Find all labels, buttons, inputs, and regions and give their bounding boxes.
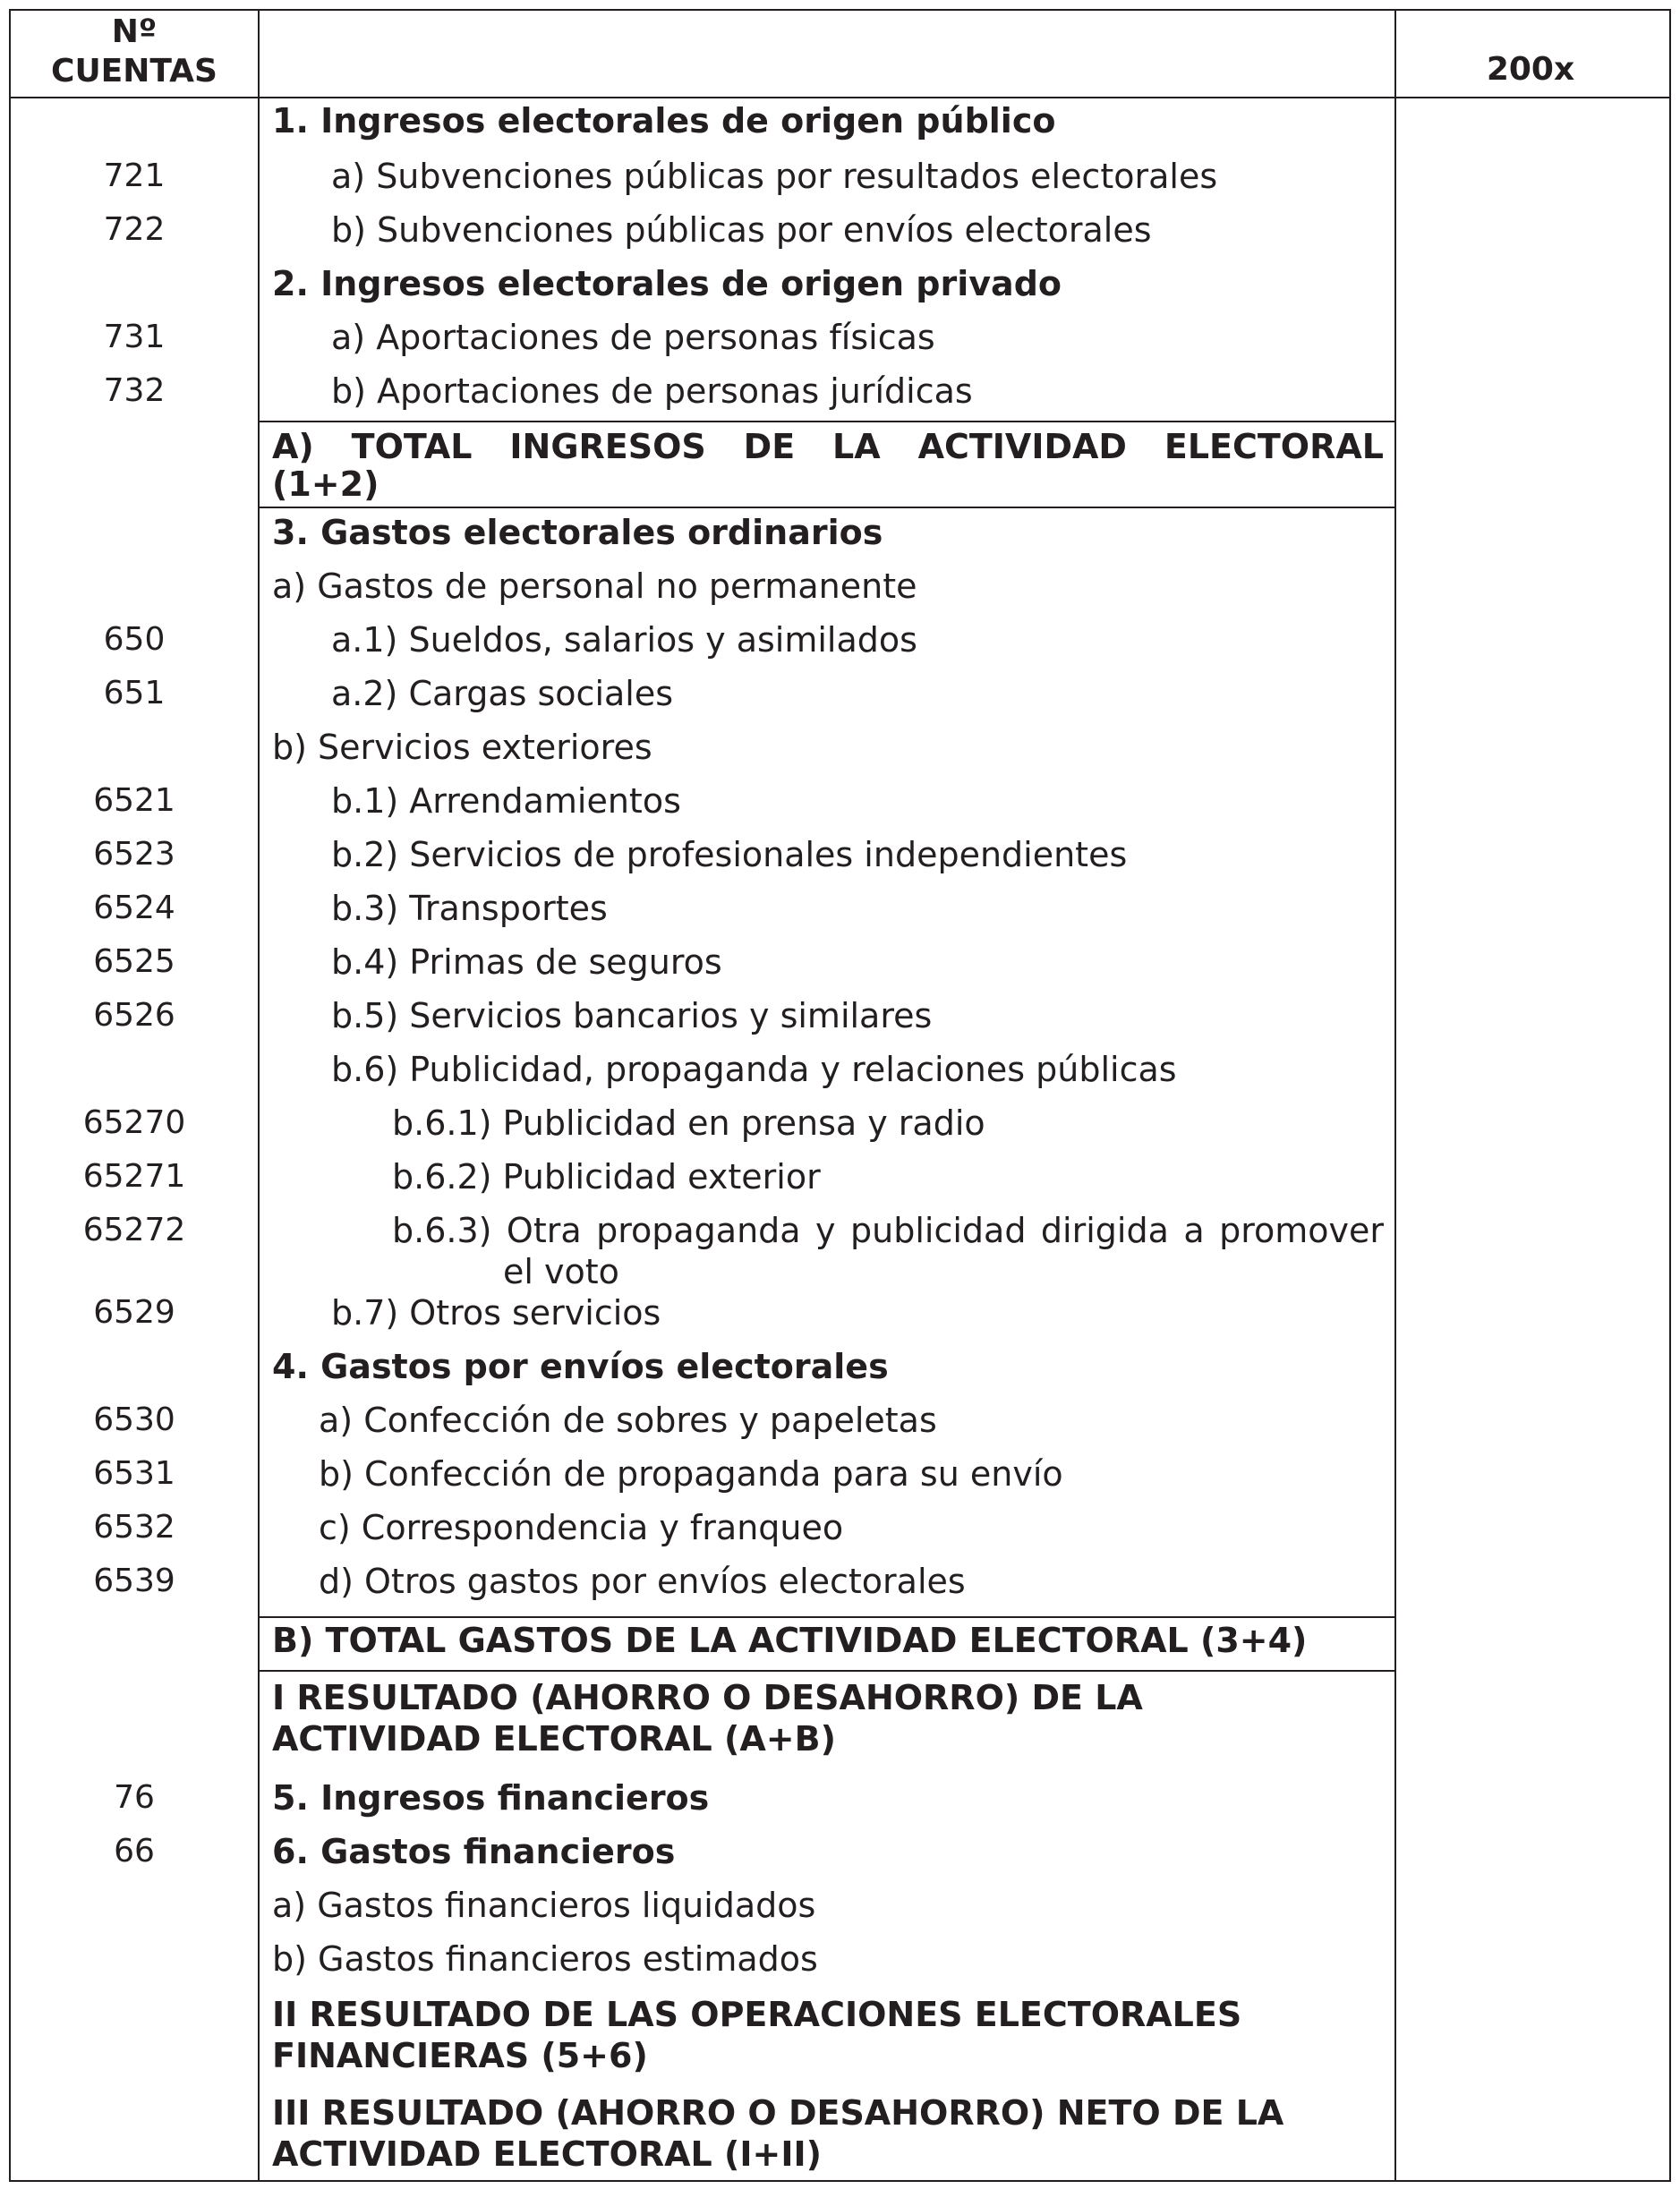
line-item-description: b) Subvenciones públicas por envíos electorales [331, 210, 1152, 250]
line-item-description: d) Otros gastos por envíos electorales [319, 1562, 966, 1601]
account-code: 6524 [93, 890, 175, 926]
account-code: 6530 [93, 1401, 175, 1438]
line-item-description: b.4) Primas de seguros [331, 942, 722, 982]
line-item-description: 4. Gastos por envíos electorales [272, 1347, 889, 1386]
line-item-description: ACTIVIDAD ELECTORAL (I+II) [272, 2134, 822, 2174]
line-item-description: a) Gastos financieros liquidados [272, 1886, 816, 1925]
line-item-description: c) Correspondencia y franqueo [319, 1508, 844, 1547]
account-code: 6526 [93, 997, 175, 1034]
account-code: 6532 [93, 1509, 175, 1546]
line-item-description: a) Subvenciones públicas por resultados electorales [331, 157, 1218, 196]
line-item-description: 3. Gastos electorales ordinarios [272, 513, 883, 552]
line-item-description: 6. Gastos financieros [272, 1832, 676, 1871]
line-item-description: b.6.2) Publicidad exterior [392, 1157, 821, 1197]
account-code: 722 [103, 211, 166, 248]
total-ingresos-top-rule [258, 421, 1396, 422]
account-code: 6523 [93, 836, 175, 873]
line-item-description: b.6.1) Publicidad en prensa y radio [392, 1103, 985, 1143]
line-item-description: 2. Ingresos electorales de origen privado [272, 264, 1062, 303]
line-item-description: B) TOTAL GASTOS DE LA ACTIVIDAD ELECTORAL (3+4) [272, 1621, 1308, 1660]
line-item-description: 5. Ingresos financieros [272, 1778, 710, 1818]
line-item-description: b.6) Publicidad, propaganda y relaciones públicas [331, 1050, 1177, 1089]
line-item-description: a) Confección de sobres y papeletas [319, 1401, 937, 1440]
account-code: 6521 [93, 782, 175, 819]
line-item-description: III RESULTADO (AHORRO O DESAHORRO) NETO DE LA [272, 2093, 1284, 2133]
line-item-description: (1+2) [272, 464, 379, 504]
account-code: 731 [103, 319, 166, 355]
line-item-description: b.7) Otros servicios [331, 1293, 661, 1333]
total-ingresos-bottom-rule [258, 507, 1396, 508]
line-item-description: I RESULTADO (AHORRO O DESAHORRO) DE LA [272, 1678, 1143, 1717]
header-year: 200x [1486, 51, 1575, 88]
line-item-description: b.1) Arrendamientos [331, 781, 681, 821]
account-code: 6525 [93, 943, 175, 980]
line-item-description: FINANCIERAS (5+6) [272, 2036, 648, 2075]
line-item-description: el voto [503, 1252, 619, 1291]
line-item-description: a) Aportaciones de personas físicas [331, 318, 935, 357]
account-code: 732 [103, 372, 166, 409]
account-code: 6539 [93, 1563, 175, 1599]
line-item-description: A) TOTAL INGRESOS DE LA ACTIVIDAD ELECTORAL [272, 427, 1384, 466]
line-item-description: b) Servicios exteriores [272, 728, 652, 767]
account-code: 76 [114, 1779, 155, 1816]
total-gastos-top-rule [258, 1616, 1396, 1618]
line-item-description: a.2) Cargas sociales [331, 674, 674, 713]
line-item-description: b.2) Servicios de profesionales independientes [331, 835, 1128, 874]
account-code: 6531 [93, 1455, 175, 1492]
line-item-description: b.5) Servicios bancarios y similares [331, 996, 933, 1035]
line-item-description: II RESULTADO DE LAS OPERACIONES ELECTORALES [272, 1995, 1242, 2034]
line-item-description: b.6.3) Otra propaganda y publicidad dirigida a promover [392, 1211, 1384, 1250]
total-gastos-bottom-rule [258, 1670, 1396, 1672]
account-code: 65272 [82, 1212, 186, 1248]
account-code: 65271 [82, 1158, 186, 1195]
line-item-description: b) Gastos financieros estimados [272, 1939, 818, 1979]
header-divider [9, 97, 1671, 98]
line-item-description: a) Gastos de personal no permanente [272, 566, 917, 606]
line-item-description: b.3) Transportes [331, 889, 608, 928]
header-account-number: Nº CUENTAS [51, 13, 217, 89]
column-divider-year [1394, 9, 1396, 2182]
line-item-description: b) Aportaciones de personas jurídicas [331, 371, 973, 411]
account-code: 66 [114, 1833, 155, 1870]
line-item-description: 1. Ingresos electorales de origen público [272, 101, 1056, 141]
account-code: 6529 [93, 1294, 175, 1331]
account-code: 651 [103, 675, 166, 711]
line-item-description: b) Confección de propaganda para su envío [319, 1454, 1063, 1494]
account-code: 721 [103, 158, 166, 194]
account-code: 65270 [82, 1104, 186, 1141]
line-item-description: ACTIVIDAD ELECTORAL (A+B) [272, 1719, 836, 1759]
account-code: 650 [103, 621, 166, 658]
line-item-description: a.1) Sueldos, salarios y asimilados [331, 620, 917, 660]
